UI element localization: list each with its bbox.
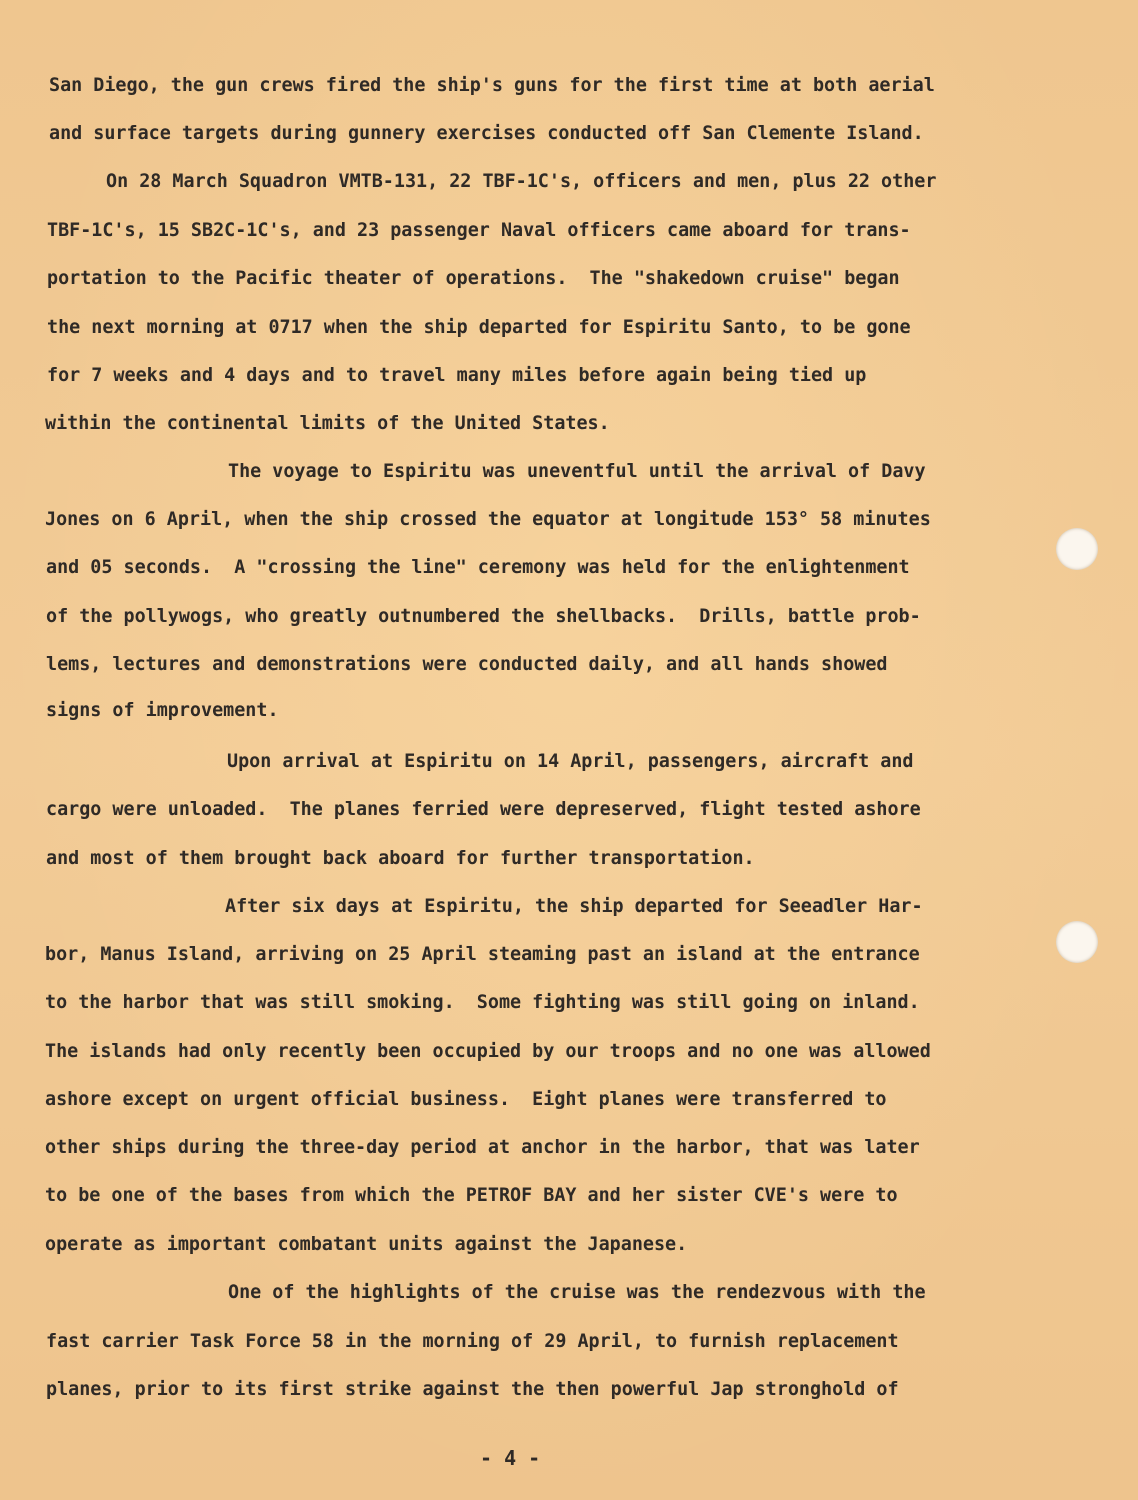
text-line: and 05 seconds. A "crossing the line" ceremony was held for the enlightenment [46, 557, 910, 578]
text-line: San Diego, the gun crews fired the ship's guns for the first time at both aerial [49, 75, 935, 96]
text-line: within the continental limits of the United States. [45, 413, 610, 434]
text-line: TBF-1C's, 15 SB2C-1C's, and 23 passenger Naval officers came aboard for trans- [47, 220, 911, 241]
text-line: ashore except on urgent official business. Eight planes were transferred to [45, 1089, 887, 1110]
page-number: - 4 - [480, 1446, 541, 1470]
text-line: planes, prior to its first strike against the then powerful Jap stronghold of [46, 1379, 899, 1400]
text-line: The islands had only recently been occupied by our troops and no one was allowed [45, 1041, 931, 1062]
text-line: fast carrier Task Force 58 in the morning of 29 April, to furnish replacement [46, 1331, 899, 1352]
text-line: other ships during the three-day period at anchor in the harbor, that was later [45, 1137, 920, 1158]
text-line: portation to the Pacific theater of operations. The "shakedown cruise" began [47, 268, 900, 289]
text-line: operate as important combatant units against the Japanese. [45, 1234, 688, 1255]
text-line: for 7 weeks and 4 days and to travel many miles before again being tied up [47, 365, 867, 386]
text-line: On 28 March Squadron VMTB-131, 22 TBF-1C's, officers and men, plus 22 other [106, 171, 937, 192]
text-line: lems, lectures and demonstrations were conducted daily, and all hands showed [46, 654, 888, 675]
text-line: signs of improvement. [46, 700, 279, 721]
text-line: and surface targets during gunnery exercises conducted off San Clemente Island. [49, 123, 924, 144]
text-line: Upon arrival at Espiritu on 14 April, passengers, aircraft and [227, 751, 914, 772]
text-line: One of the highlights of the cruise was the rendezvous with the [228, 1282, 926, 1303]
text-line: cargo were unloaded. The planes ferried were depreserved, flight tested ashore [46, 799, 921, 820]
text-line: to be one of the bases from which the PETROF BAY and her sister CVE's were to [45, 1185, 898, 1206]
text-line: The voyage to Espiritu was uneventful until the arrival of Davy [228, 461, 926, 482]
text-line: Jones on 6 April, when the ship crossed the equator at longitude 153° 58 minutes [45, 509, 931, 530]
text-line: of the pollywogs, who greatly outnumbered the shellbacks. Drills, battle prob- [46, 606, 921, 627]
text-line: the next morning at 0717 when the ship departed for Espiritu Santo, to be gone [47, 317, 911, 338]
text-line: and most of them brought back aboard for further transportation. [46, 848, 755, 869]
binder-hole-bottom [1056, 921, 1098, 963]
text-line: to the harbor that was still smoking. Some fighting was still going on inland. [45, 992, 920, 1013]
text-line: After six days at Espiritu, the ship departed for Seeadler Har- [225, 896, 923, 917]
text-line: bor, Manus Island, arriving on 25 April steaming past an island at the entrance [45, 944, 920, 965]
